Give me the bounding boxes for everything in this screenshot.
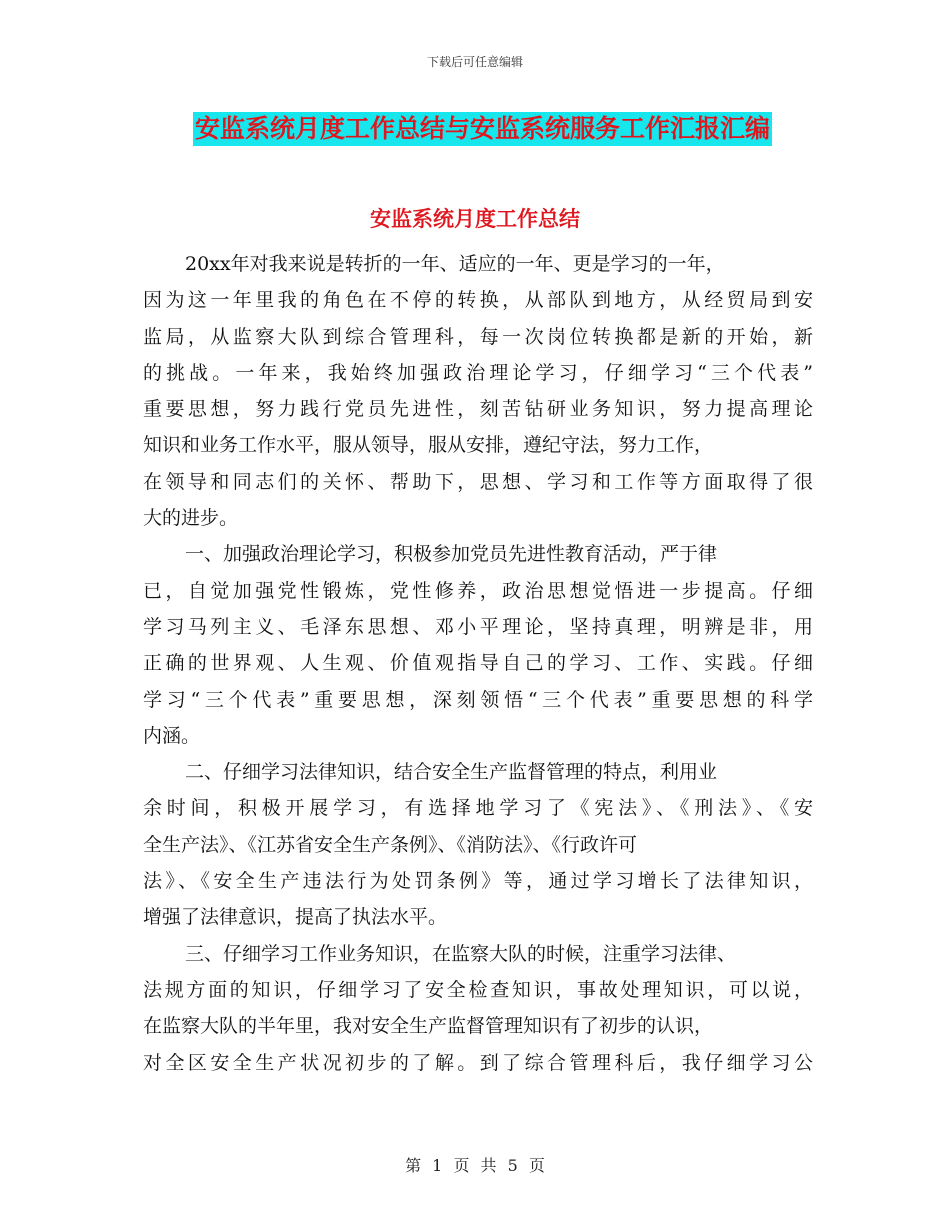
document-main-title: 安监系统月度工作总结与安监系统服务工作汇报汇编 [193,112,772,146]
body-line: 内涵。 [143,724,201,747]
section-title: 安监系统月度工作总结 [370,207,580,231]
body-line: 二、仔细学习法律知识，结合安全生产监督管理的特点，利用业 [185,761,718,784]
body-text [143,246,813,1081]
body-line: 学习“三个代表”重要思想，深刻领悟“三个代表”重要思想的科学 [143,688,813,711]
body-line: 监局，从监察大队到综合管理科，每一次岗位转换都是新的开始，新 [143,325,813,348]
body-line: 法规方面的知识，仔细学习了安全检查知识，事故处理知识，可以说， [143,978,813,1001]
body-line: 法》、《安全生产违法行为处罚条例》等，通过学习增长了法律知识， [143,870,813,893]
body-line: 知识和业务工作水平，服从领导，服从安排，遵纪守法，努力工作， [143,434,714,457]
body-line: 三、仔细学习工作业务知识，在监察大队的时候，注重学习法律、 [185,942,737,965]
body-line: 在监察大队的半年里，我对安全生产监督管理知识有了初步的认识， [143,1015,714,1038]
body-line: 一、加强政治理论学习，积极参加党员先进性教育活动，严于律 [185,543,718,566]
body-line: 在领导和同志们的关怀、帮助下，思想、学习和工作等方面取得了很 [143,470,813,493]
body-line: 的挑战。一年来，我始终加强政治理论学习，仔细学习“三个代表” [143,361,813,384]
header-note: 下载后可任意编辑 [426,55,523,69]
body-line: 学习马列主义、毛泽东思想、邓小平理论，坚持真理，明辨是非，用 [143,615,813,638]
body-line: 正确的世界观、人生观、价值观指导自己的学习、工作、实践。仔细 [143,652,813,675]
body-line: 因为这一年里我的角色在不停的转换，从部队到地方，从经贸局到安 [143,289,813,312]
body-line: 重要思想，努力践行党员先进性，刻苦钻研业务知识，努力提高理论 [143,398,813,421]
body-line: 余时间，积极开展学习，有选择地学习了《宪法》、《刑法》、《安 [143,797,813,820]
body-line: 对全区安全生产状况初步的了解。到了综合管理科后，我仔细学习公 [143,1051,813,1074]
body-line: 20xx年对我来说是转折的一年、适应的一年、更是学习的一年， [185,253,725,275]
body-line: 大的进步。 [143,507,239,530]
body-line: 已，自觉加强党性锻炼，党性修养，政治思想觉悟进一步提高。仔细 [143,579,813,602]
body-line: 增强了法律意识，提高了执法水平。 [143,906,448,929]
page-number-footer: 第 1 页 共 5 页 [405,1156,545,1175]
body-line: 全生产法》、《江苏省安全生产条例》、《消防法》、《行政许可 [143,833,638,856]
